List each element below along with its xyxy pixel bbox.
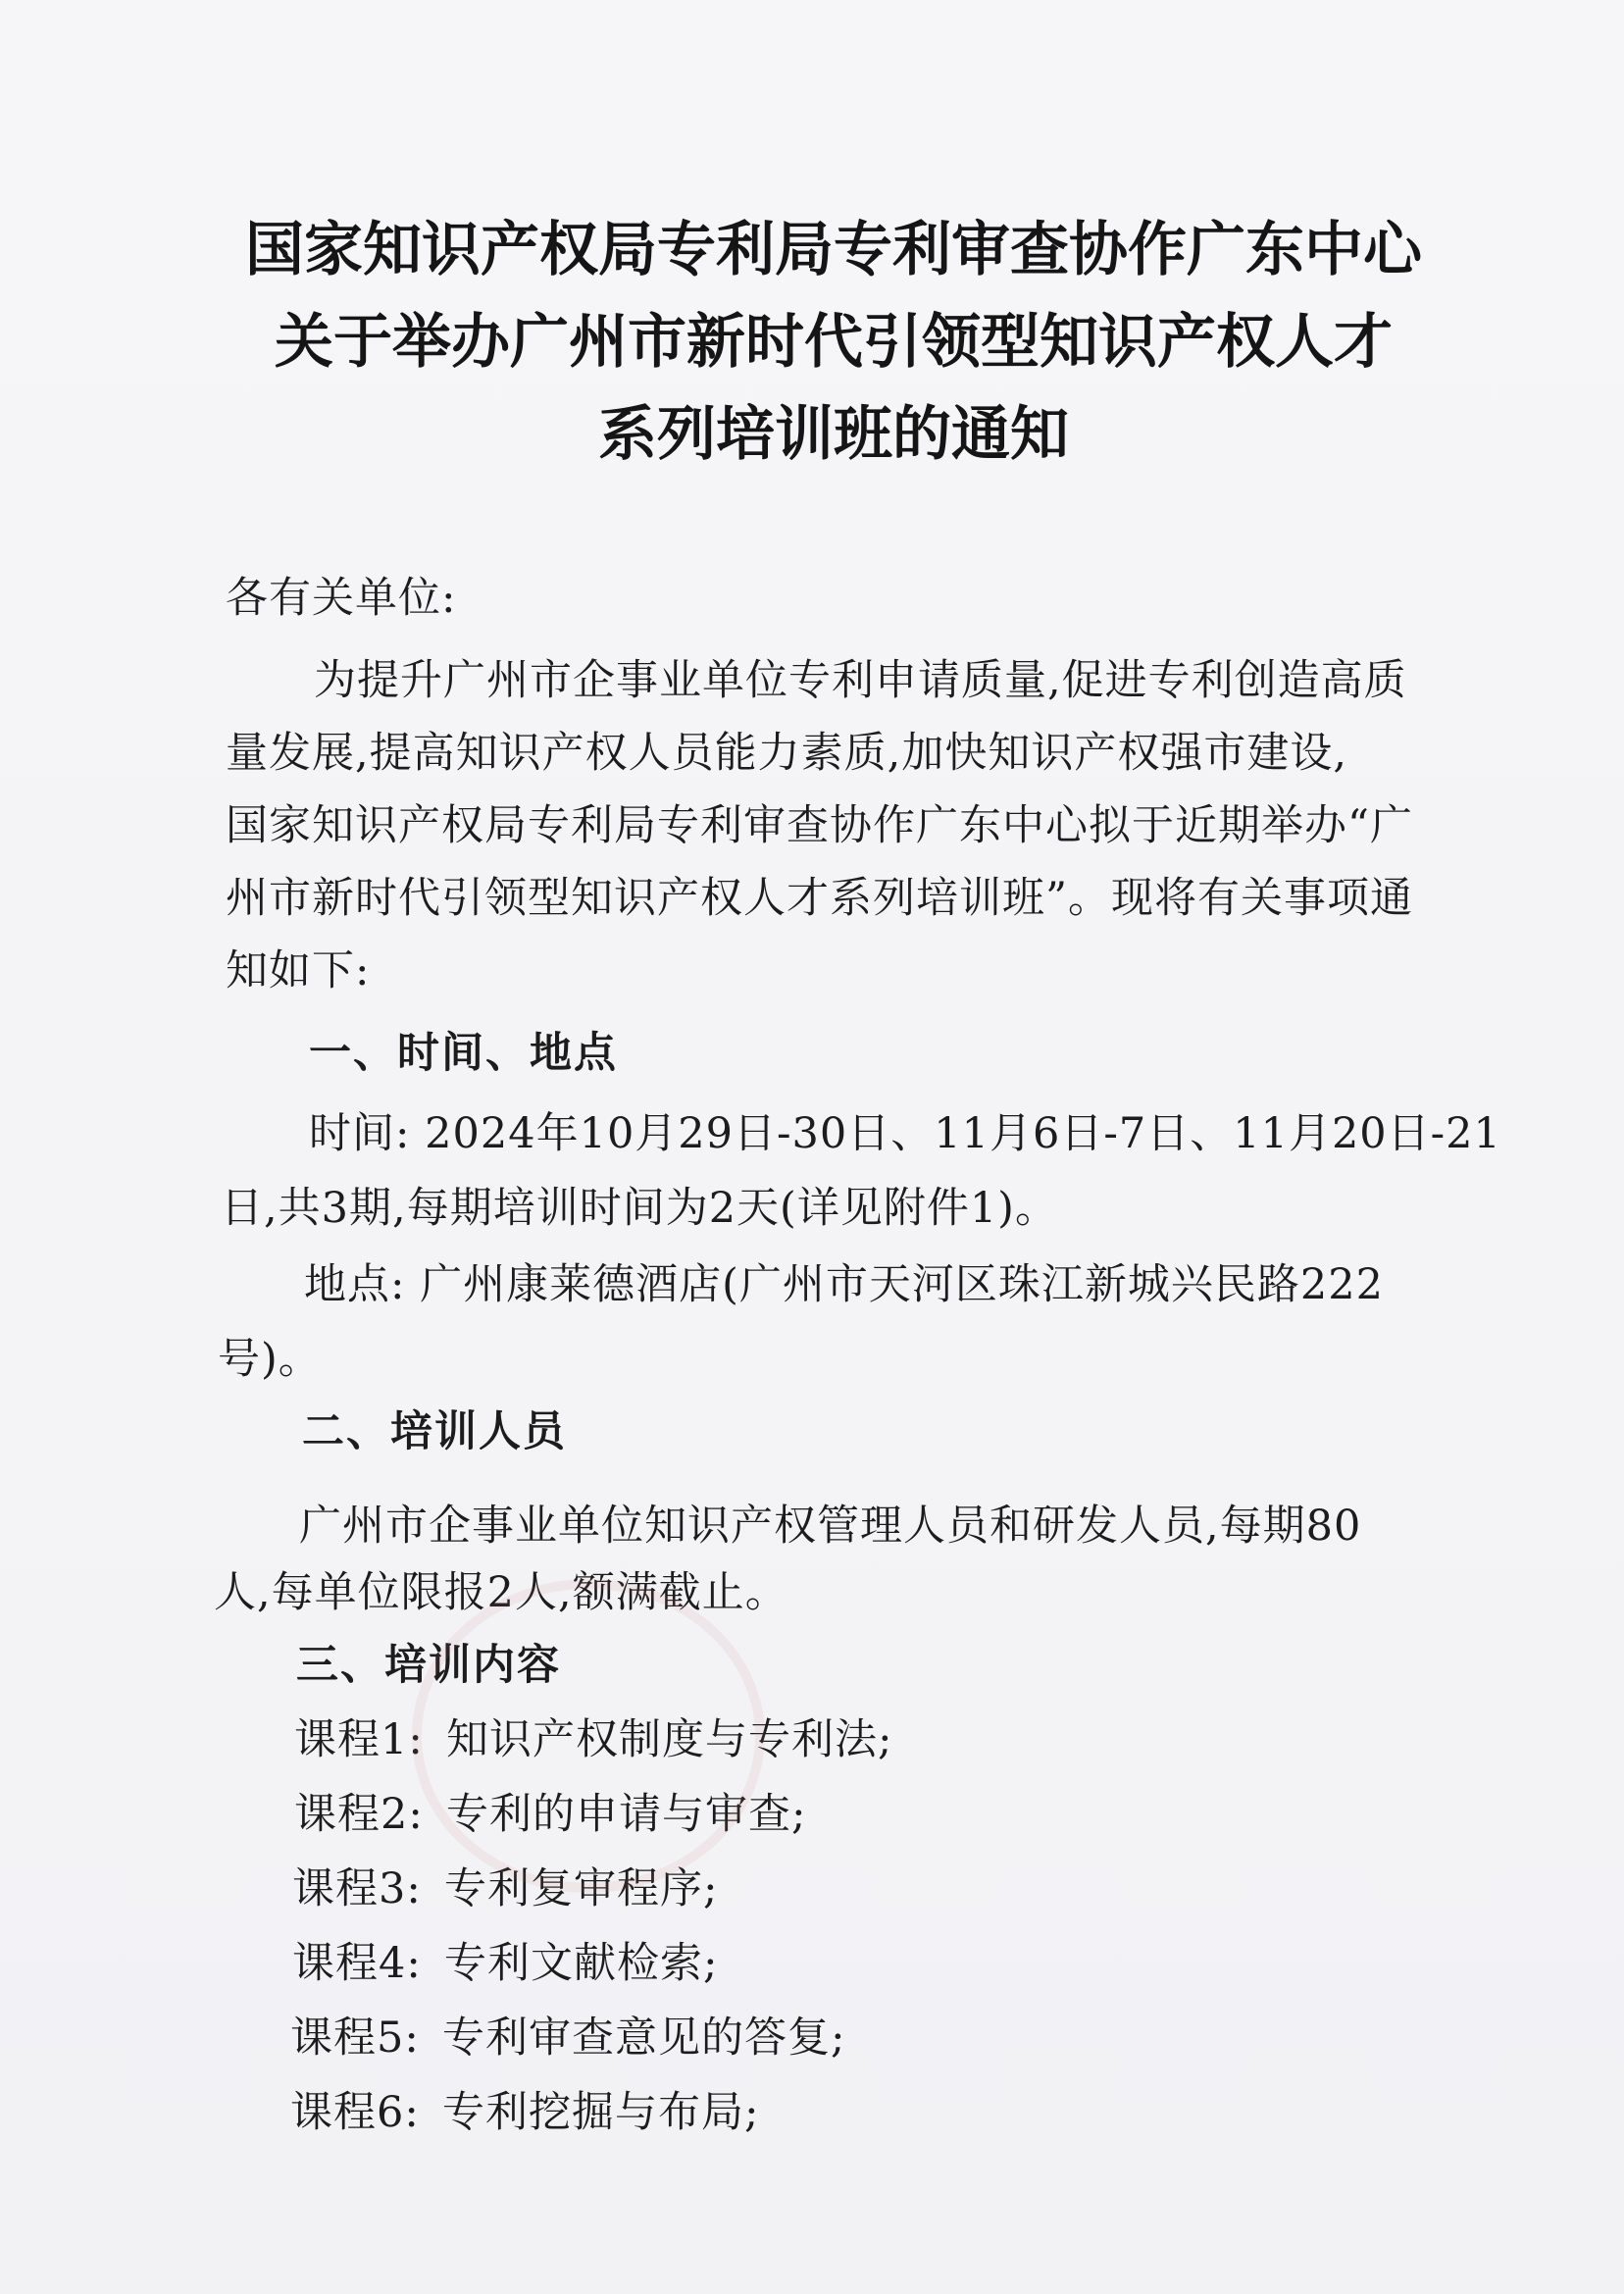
document-title: [196, 204, 1471, 481]
course-item: [292, 1936, 719, 1991]
section-heading: 二、培训人员: [302, 1407, 567, 1456]
title-line: 系列培训班的通知: [598, 400, 1069, 469]
section-heading: 三、培训内容: [296, 1641, 561, 1690]
body-line: 知如下:: [226, 946, 371, 995]
body-line: 州市新时代引领型知识产权人才系列培训班”。现将有关事项通: [226, 874, 1413, 923]
salutation: 各有关单位:: [226, 574, 457, 623]
course-item: [294, 1712, 893, 1767]
course-number: 课程3:: [292, 1864, 422, 1913]
body-line: 量发展,提高知识产权人员能力素质,加快知识产权强市建设,: [226, 729, 1348, 778]
body-line: 为提升广州市企事业单位专利申请质量,促进专利创造高质: [314, 656, 1407, 705]
body-line: 地点: 广州康莱德酒店(广州市天河区珠江新城兴民路222: [304, 1260, 1385, 1309]
course-number: 课程5:: [290, 2014, 420, 2063]
course-number: 课程1:: [294, 1715, 424, 1764]
title-line: 国家知识产权局专利局专利审查协作广东中心: [245, 216, 1422, 284]
course-text: 专利审查意见的答复;: [442, 2014, 846, 2063]
course-item: [290, 2011, 846, 2065]
body-line: 广州市企事业单位知识产权管理人员和研发人员,每期80: [299, 1502, 1362, 1551]
course-item: [292, 1861, 719, 1916]
course-text: 专利挖掘与布局;: [442, 2088, 760, 2137]
course-text: 专利文献检索;: [444, 1939, 719, 1988]
course-number: 课程6:: [290, 2088, 420, 2137]
course-number: 课程4:: [292, 1939, 422, 1988]
course-item: [294, 1787, 807, 1842]
body-line: 人,每单位限报2人,额满截止。: [214, 1568, 788, 1617]
course-text: 专利的申请与审查;: [446, 1790, 807, 1839]
body-line: 号)。: [218, 1335, 322, 1384]
body-line: 时间: 2024年10月29日-30日、11月6日-7日、11月20日-21: [309, 1109, 1501, 1158]
course-text: 专利复审程序;: [444, 1864, 719, 1913]
body-line: 日,共3期,每期培训时间为2天(详见附件1)。: [221, 1184, 1058, 1233]
course-text: 知识产权制度与专利法;: [446, 1715, 893, 1764]
course-item: [290, 2085, 760, 2140]
section-heading: 一、时间、地点: [309, 1029, 618, 1078]
course-number: 课程2:: [294, 1790, 424, 1839]
title-line: 关于举办广州市新时代引领型知识产权人才: [275, 308, 1393, 377]
body-line: 国家知识产权局专利局专利审查协作广东中心拟于近期举办“广: [226, 801, 1413, 850]
